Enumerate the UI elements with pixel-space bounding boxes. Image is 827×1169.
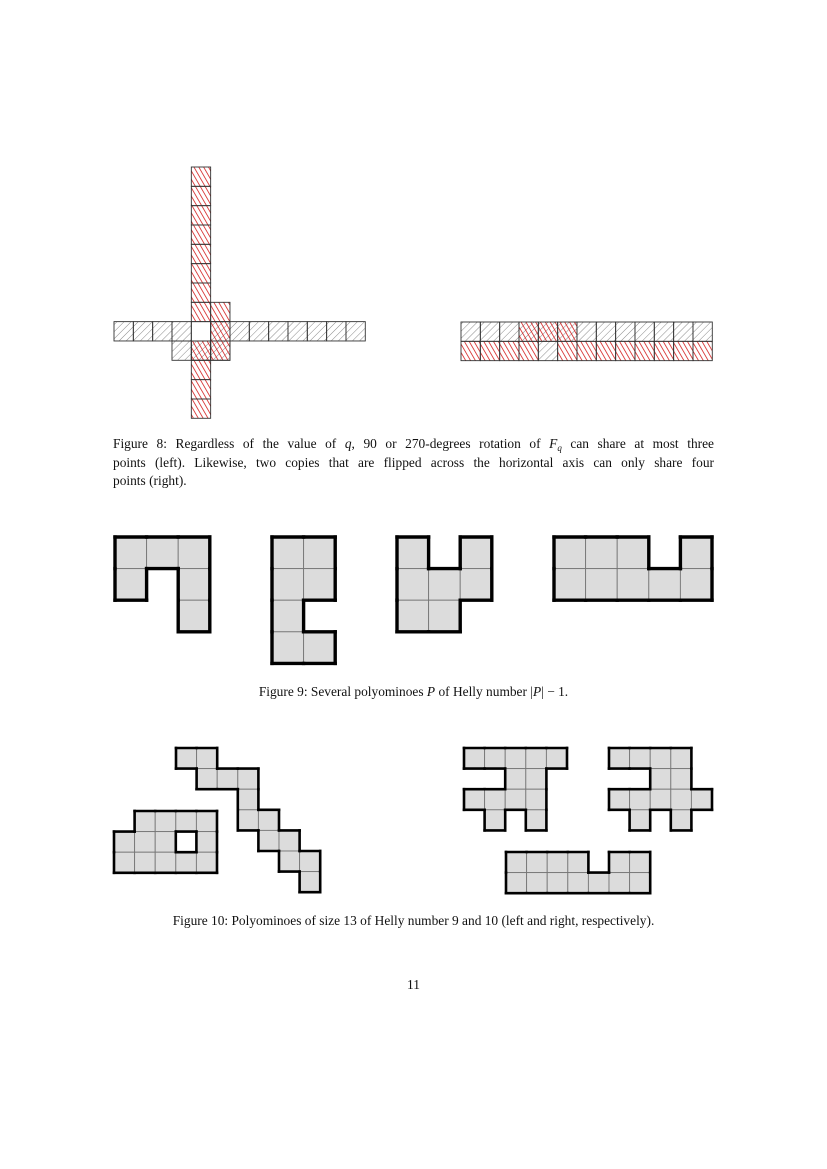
polyomino-cell [304, 569, 336, 601]
polyomino-cell [272, 569, 304, 601]
polyomino-cell [429, 569, 461, 601]
polyomino-cell [114, 852, 135, 873]
red-hatched-cell [480, 341, 499, 360]
gray-hatched-cell [327, 322, 346, 341]
red-hatched-cell [191, 380, 210, 399]
figure-8-caption [113, 435, 714, 491]
polyomino-cell [671, 769, 692, 790]
gray-hatched-cell [461, 322, 480, 341]
polyomino-cell [554, 537, 586, 569]
caption-text: Figure 8: Regardless of the value of [113, 436, 345, 451]
polyomino-cell [178, 537, 210, 569]
red-hatched-cell [191, 302, 210, 321]
polyomino-cell [176, 748, 197, 769]
polyomino-cell [485, 810, 506, 831]
red-hatched-cell [596, 341, 615, 360]
polyomino-cell [178, 600, 210, 632]
polyomino-cell [554, 569, 586, 601]
polyomino-cell [527, 873, 548, 894]
polyomino-cell [630, 873, 651, 894]
red-hatched-cell [191, 283, 210, 302]
polyomino-cell [176, 811, 197, 832]
polyomino-cell [485, 789, 506, 810]
polyomino-cell [568, 852, 589, 873]
polyomino-cell [505, 748, 526, 769]
polyomino-cell [485, 748, 506, 769]
figure-9-caption [0, 683, 827, 702]
polyomino-cell [258, 830, 279, 851]
polyomino-cell [238, 810, 259, 831]
gray-hatched-cell [172, 322, 191, 341]
gray-hatched-cell [500, 322, 519, 341]
polyomino [464, 748, 567, 830]
polyomino-cell [114, 832, 135, 853]
empty-cell [191, 322, 210, 341]
polyomino-cell [178, 569, 210, 601]
red-hatched-cell [191, 341, 210, 360]
polyomino [397, 537, 492, 632]
gray-hatched-cell [153, 322, 172, 341]
polyomino-cell [586, 537, 618, 569]
red-hatched-cell [519, 322, 538, 341]
gray-hatched-cell [230, 322, 249, 341]
polyomino-cell [526, 810, 547, 831]
polyomino-cell [527, 852, 548, 873]
red-hatched-cell [191, 206, 210, 225]
polyomino-cell [217, 769, 238, 790]
red-hatched-cell [191, 399, 210, 418]
polyomino-cell [196, 832, 217, 853]
polyomino-cell [609, 873, 630, 894]
math-subscript-q: q [557, 443, 562, 453]
polyomino-cell [397, 569, 429, 601]
polyomino-cell [588, 873, 609, 894]
math-F: F [549, 436, 558, 451]
math-P: P [426, 684, 436, 699]
polyomino-cell [197, 769, 218, 790]
polyomino-cell [617, 537, 649, 569]
gray-hatched-cell [616, 322, 635, 341]
polyomino-cell [115, 537, 147, 569]
polyomino-cell [304, 537, 336, 569]
polyomino [272, 537, 335, 663]
polyomino-cell [609, 748, 630, 769]
figure-9-polyominoes [115, 537, 712, 663]
polyomino-cell [238, 789, 259, 810]
polyomino-cell [505, 769, 526, 790]
red-hatched-cell [558, 341, 577, 360]
figure-10-polyominoes [114, 748, 712, 893]
polyomino-cell [429, 600, 461, 632]
polyomino-cell [526, 748, 547, 769]
polyomino [506, 852, 650, 893]
polyomino-cell [460, 569, 492, 601]
polyomino-cell [650, 789, 671, 810]
gray-hatched-cell [693, 322, 712, 341]
red-hatched-cell [693, 341, 712, 360]
gray-hatched-cell [674, 322, 693, 341]
polyomino [114, 811, 217, 873]
polyomino-cell [197, 748, 218, 769]
polyomino-cell [617, 569, 649, 601]
caption-text: | − 1. [541, 684, 569, 699]
polyomino-cell [272, 600, 304, 632]
polyomino-cell [630, 789, 651, 810]
polyomino-cell [547, 852, 568, 873]
polyomino [554, 537, 712, 600]
polyomino-cell [671, 789, 692, 810]
polyomino-cell [155, 832, 176, 853]
polyomino-cell [460, 537, 492, 569]
page-number: 11 [407, 977, 420, 992]
gray-hatched-cell [133, 322, 152, 341]
polyomino-cell [630, 810, 651, 831]
gray-hatched-cell [346, 322, 365, 341]
red-hatched-cell [538, 322, 557, 341]
polyomino-cell [115, 569, 147, 601]
polyomino-cell [147, 537, 179, 569]
polyomino-cell [176, 852, 197, 873]
polyomino-cell [680, 537, 712, 569]
polyomino-cell [272, 632, 304, 664]
polyomino-cell [397, 600, 429, 632]
gray-hatched-cell [249, 322, 268, 341]
red-hatched-cell [191, 167, 210, 186]
polyomino-cell [196, 811, 217, 832]
red-hatched-cell [191, 244, 210, 263]
gray-hatched-cell [577, 322, 596, 341]
polyomino-cell [526, 769, 547, 790]
caption-text: can share at most three [561, 436, 714, 451]
math-q: q [344, 436, 352, 451]
polyomino-cell [650, 769, 671, 790]
polyomino-cell [258, 810, 279, 831]
gray-hatched-cell [307, 322, 326, 341]
polyomino [609, 748, 712, 830]
red-hatched-cell [211, 341, 230, 360]
polyomino-cell [630, 748, 651, 769]
gray-hatched-cell [480, 322, 499, 341]
polyomino-cell [586, 569, 618, 601]
caption-text: Figure 9: Several polyominoes [258, 684, 427, 699]
caption-line-2: points (left). Likewise, two copies that are flipped across the horizontal axis can only share four [113, 454, 714, 470]
polyomino-cell [609, 852, 630, 873]
polyomino-cell [506, 873, 527, 894]
red-hatched-cell [191, 360, 210, 379]
red-hatched-cell [519, 341, 538, 360]
red-hatched-cell [654, 341, 673, 360]
figure-8-left [114, 167, 365, 418]
red-hatched-cell [461, 341, 480, 360]
gray-hatched-cell [538, 341, 557, 360]
red-hatched-cell [500, 341, 519, 360]
gray-hatched-cell [596, 322, 615, 341]
polyomino-cell [155, 811, 176, 832]
polyomino-cell [649, 569, 681, 601]
gray-hatched-cell [288, 322, 307, 341]
gray-hatched-cell [635, 322, 654, 341]
polyomino-cell [279, 830, 300, 851]
caption-text: of Helly number | [435, 684, 533, 699]
polyomino-cell [135, 832, 156, 853]
caption-line-3: points (right). [113, 473, 187, 488]
red-hatched-cell [191, 225, 210, 244]
polyomino-cell [300, 851, 321, 872]
polyomino-cell [505, 789, 526, 810]
polyomino-cell [547, 873, 568, 894]
polyomino-cell [196, 852, 217, 873]
figure-8-right [461, 322, 712, 361]
polyomino-cell [568, 873, 589, 894]
polyomino-cell [304, 632, 336, 664]
gray-hatched-cell [654, 322, 673, 341]
red-hatched-cell [191, 186, 210, 205]
polyomino-cell [272, 537, 304, 569]
gray-hatched-cell [269, 322, 288, 341]
red-hatched-cell [674, 341, 693, 360]
red-hatched-cell [211, 302, 230, 321]
gray-hatched-cell [114, 322, 133, 341]
polyomino-cell [650, 748, 671, 769]
polyomino-cell [630, 852, 651, 873]
polyomino-cell [238, 769, 259, 790]
figure-10-caption: Figure 10: Polyominoes of size 13 of Helly number 9 and 10 (left and right, respectively). [172, 913, 655, 928]
polyomino-cell [546, 748, 567, 769]
red-hatched-cell [211, 322, 230, 341]
polyomino-cell [671, 810, 692, 831]
polyomino-cell [279, 851, 300, 872]
red-hatched-cell [616, 341, 635, 360]
polyomino-cell [464, 789, 485, 810]
polyomino-cell [300, 872, 321, 893]
polyomino-cell [397, 537, 429, 569]
polyomino-cell [691, 789, 712, 810]
red-hatched-cell [635, 341, 654, 360]
math-P: P [533, 684, 542, 699]
polyomino-cell [609, 789, 630, 810]
polyomino-cell [526, 789, 547, 810]
polyomino-cell [464, 748, 485, 769]
polyomino-cell [135, 852, 156, 873]
red-hatched-cell [577, 341, 596, 360]
polyomino-cell [135, 811, 156, 832]
red-hatched-cell [558, 322, 577, 341]
polyomino-cell [671, 748, 692, 769]
caption-text: , 90 or 270-degrees rotation of [351, 436, 550, 451]
gray-hatched-cell [172, 341, 191, 360]
polyomino-cell [506, 852, 527, 873]
polyomino-cell [680, 569, 712, 601]
polyomino-cell [155, 852, 176, 873]
polyomino [115, 537, 210, 632]
red-hatched-cell [191, 264, 210, 283]
